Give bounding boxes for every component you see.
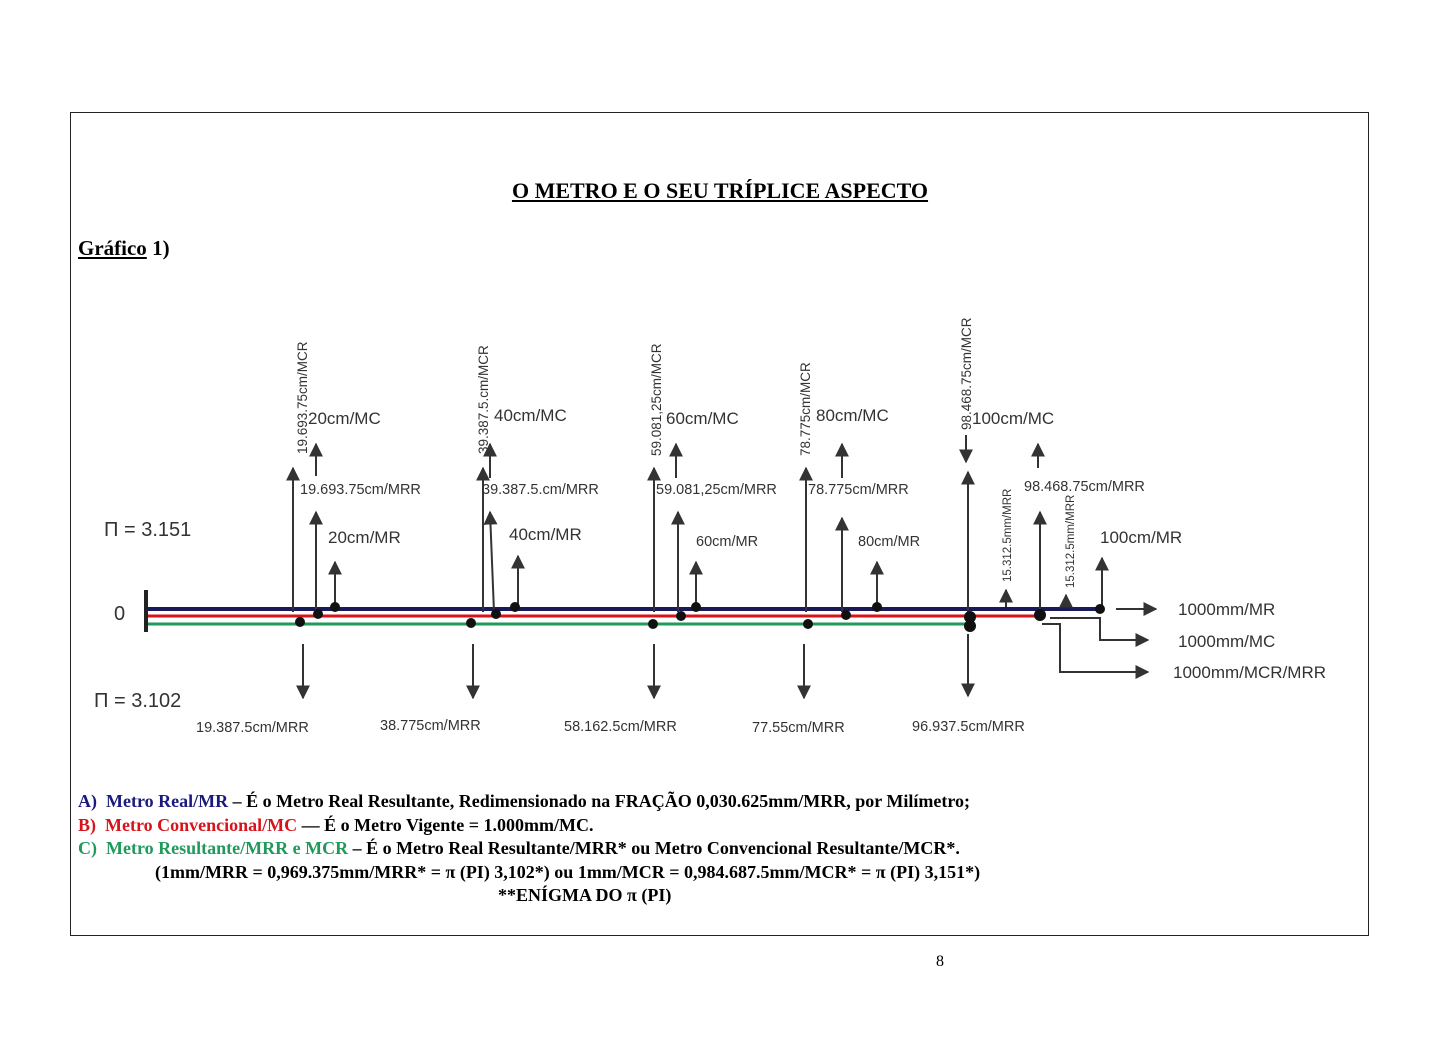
legend-b-marker: B) [78, 814, 96, 835]
mrr-top-label-3: 59.081,25cm/MRR [656, 482, 777, 498]
dot-3b [676, 611, 686, 621]
mrr-top-label-5: 98.468.75cm/MRR [1024, 479, 1145, 495]
legend-a-text: – É o Metro Real Resultante, Redimensionado na FRAÇÃO 0,030.625mm/MRR, por Milímetro; [228, 791, 971, 811]
dot-1a [295, 617, 305, 627]
end-label-mc: 1000mm/MC [1178, 632, 1276, 651]
legend-a-term: Metro Real/MR [106, 791, 229, 811]
page-title-text: O METRO E O SEU TRÍPLICE ASPECTO [511, 178, 929, 203]
legend-b-text: — É o Metro Vigente = 1.000mm/MC. [297, 814, 594, 835]
page-title [0, 178, 1440, 204]
vertical-label-4: 78.775cm/MCR [798, 362, 813, 456]
dot-2b [491, 609, 501, 619]
vertical-label-2: 39.387.5.cm/MCR [476, 345, 491, 454]
legend-a-marker: A) [78, 791, 97, 811]
mrr-bottom-label-3: 58.162.5cm/MRR [564, 719, 677, 735]
mc-label-1: 20cm/MC [308, 409, 381, 428]
dot-3a [648, 619, 658, 629]
small-vertical-label-2: 15.312.5mm/MRR [1065, 494, 1077, 588]
mrr-top-label-4: 78.775cm/MRR [808, 482, 909, 498]
mc-label-5: 100cm/MC [972, 409, 1055, 428]
dot-4b [841, 610, 851, 620]
legend-item-c [78, 837, 1368, 861]
mr-label-3: 60cm/MR [696, 534, 759, 550]
end-arrow-mc [1050, 618, 1148, 640]
pi-bottom-label: Π = 3.102 [94, 690, 182, 712]
subtitle-word: Gráfico [78, 236, 147, 260]
dot-2c [510, 602, 520, 612]
dot-4a [803, 619, 813, 629]
pi-top-label: Π = 3.151 [104, 519, 192, 541]
small-vertical-label-1: 15.312.5mm/MRR [1002, 488, 1014, 582]
legend-c-marker: C) [78, 838, 97, 858]
mrr-bottom-label-1: 19.387.5cm/MRR [196, 720, 309, 736]
vertical-label-3: 59.081,25cm/MCR [649, 343, 664, 456]
metro-diagram [78, 300, 1370, 740]
chart-subtitle [78, 236, 170, 261]
mr-label-5: 100cm/MR [1100, 528, 1183, 547]
mr-label-2: 40cm/MR [509, 525, 582, 544]
legend-b-term: Metro Convencional/MC [105, 814, 298, 835]
mc-label-4: 80cm/MC [816, 406, 889, 425]
subtitle-suffix: 1) [146, 236, 170, 260]
mrr-bottom-label-2: 38.775cm/MRR [380, 718, 481, 734]
mr-label-1: 20cm/MR [328, 528, 401, 547]
mrr-bottom-label-4: 77.55cm/MRR [752, 720, 845, 736]
page-number: 8 [936, 953, 944, 970]
dot-5b [964, 620, 976, 632]
end-label-mr: 1000mm/MR [1178, 600, 1276, 619]
legend [78, 790, 1368, 908]
vertical-label-1: 19.693.75cm/MCR [295, 341, 310, 454]
mrr-top-label-1: 19.693.75cm/MRR [300, 482, 421, 498]
dot-1c [330, 602, 340, 612]
dot-5d [1095, 604, 1105, 614]
mrr-top-label-2: 39.387.5.cm/MRR [482, 482, 599, 498]
legend-note: (1mm/MRR = 0,969.375mm/MRR* = π (PI) 3,102*) ou 1mm/MCR = 0,984.687.5mm/MCR* = π (PI) 3,151*) [155, 861, 981, 882]
dot-4c [872, 602, 882, 612]
mr-label-4: 80cm/MR [858, 534, 921, 550]
end-arrow-mrr [1042, 624, 1148, 672]
end-label-mrr: 1000mm/MCR/MRR [1173, 663, 1327, 682]
mc-label-2: 40cm/MC [494, 406, 567, 425]
legend-c-text: – É o Metro Real Resultante/MRR* ou Metro Convencional Resultante/MCR*. [348, 838, 960, 858]
dot-2a [466, 618, 476, 628]
mc-label-3: 60cm/MC [666, 409, 739, 428]
legend-c-term: Metro Resultante/MRR e MCR [106, 838, 349, 858]
vertical-label-5: 98.468.75cm/MCR [959, 317, 974, 430]
legend-item-a [78, 790, 1368, 814]
mrr-bottom-label-5: 96.937.5cm/MRR [912, 719, 1025, 735]
legend-item-b [78, 814, 1368, 838]
dot-1b [313, 609, 323, 619]
dot-5c [1034, 609, 1046, 621]
arrow-mrr-2 [490, 512, 494, 612]
origin-label: 0 [114, 603, 126, 625]
legend-enigma: **ENÍGMA DO π (PI) [498, 885, 672, 905]
dot-3c [691, 602, 701, 612]
